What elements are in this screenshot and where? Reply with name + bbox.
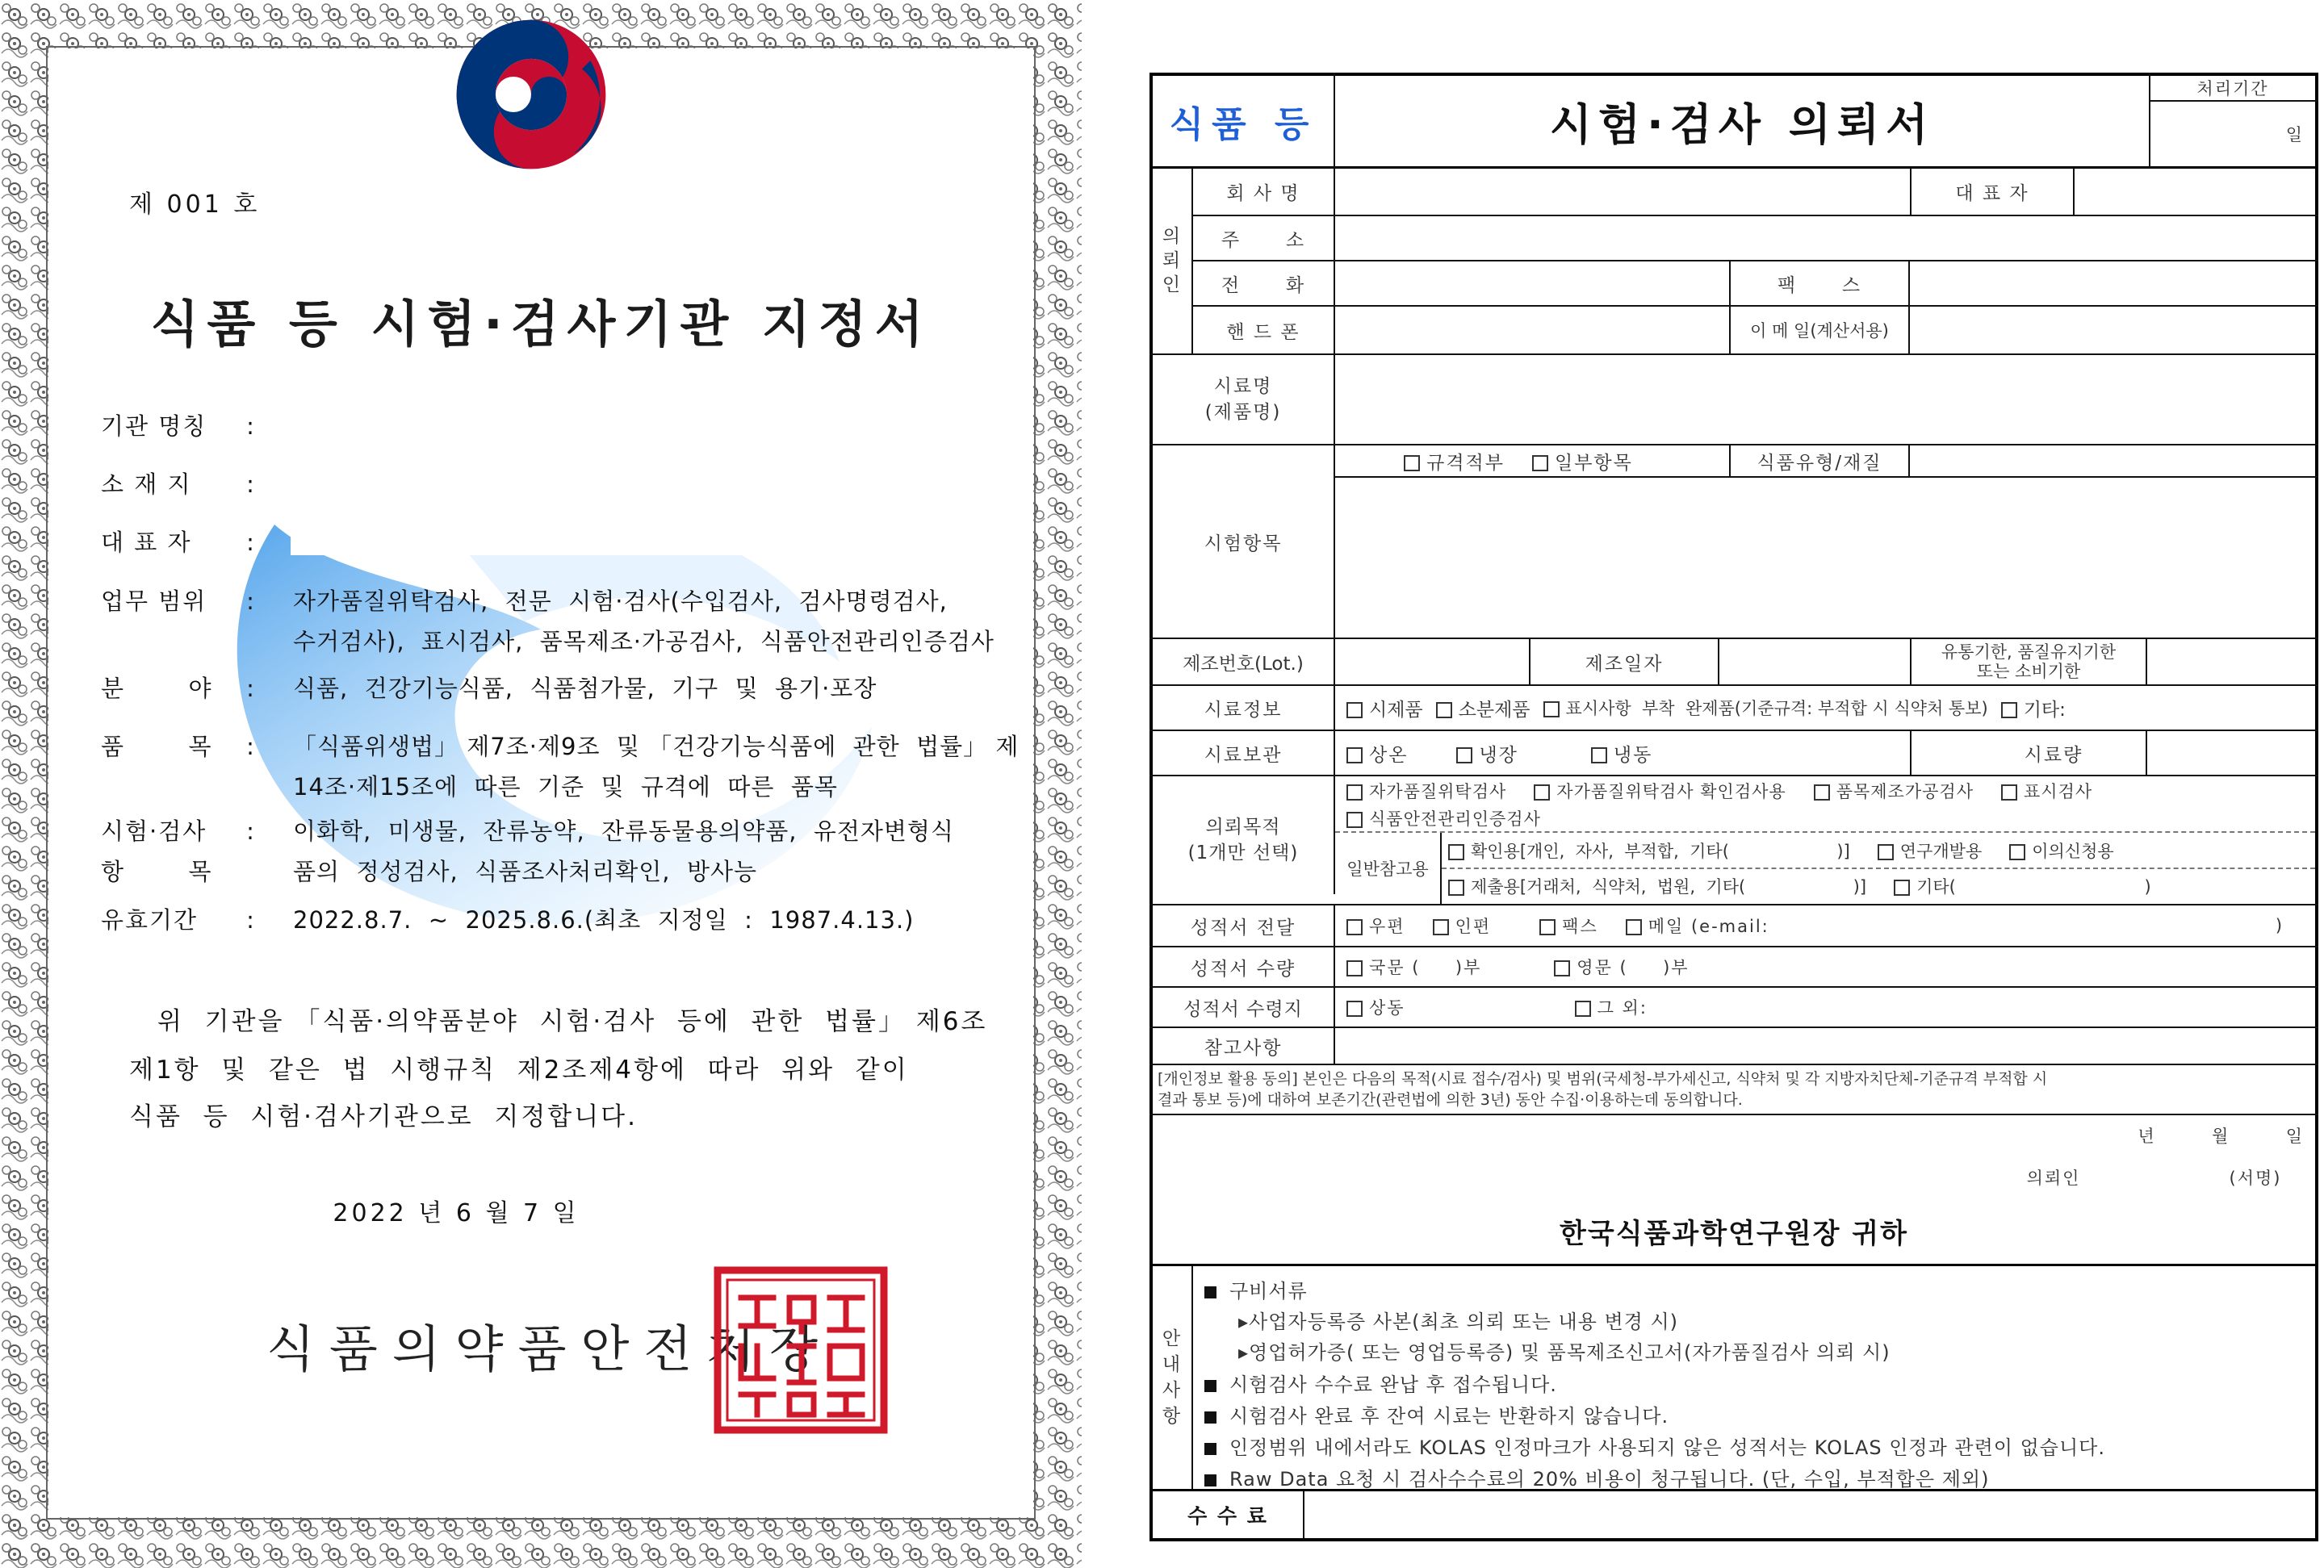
- address-label: 주 소: [1221, 229, 1306, 251]
- privacy-consent-text: [개인정보 활용 동의] 본인은 다음의 목적(시료 접수/검사) 및 범위(국세청-부가세신고, 식약처 및 각 지방자치단체-기준규격 부적합 시 결과 통보 등)에 대하여 보존기간(관련법에 의한 3년) 동안 수집·이용하는데 동의합니다.: [1158, 1070, 2048, 1109]
- certificate-number: 제 001 호: [129, 190, 261, 219]
- field-label: 유효기간: [101, 906, 199, 934]
- form-category: 식품 등: [1169, 104, 1317, 145]
- field-label: 소 재 지: [101, 470, 192, 498]
- guide-item: Raw Data 요청 시 검사수수료의 20% 비용이 청구됩니다. (단, 수입, 부적합은 제외): [1204, 1463, 1989, 1491]
- expiry-label: 유통기한, 품질유지기한 또는 소비기한: [1941, 642, 2117, 681]
- option-rnd-use[interactable]: 연구개발용: [1878, 838, 1982, 863]
- option-email[interactable]: 메일 (e-mail:: [1626, 914, 1769, 938]
- field-label: 품 목: [101, 733, 213, 760]
- test-request-form: [1149, 73, 2324, 1549]
- guide-item: 시험검사 완료 후 잔여 시료는 반환하지 않습니다.: [1204, 1400, 1669, 1428]
- general-ref-row2: [1448, 870, 2315, 902]
- guide-subitem: ▸사업자등록증 사본(최초 의뢰 또는 내용 변경 시): [1238, 1311, 1679, 1333]
- field-value: 이화학, 미생물, 잔류농약, 잔류동물용의약품, 유전자변형식 품의 정성검사, 식품조사처리확인, 방사능: [293, 817, 954, 885]
- company-field[interactable]: [1335, 168, 1910, 215]
- report-delivery-options: [1346, 905, 2267, 946]
- email-field[interactable]: [1910, 307, 2315, 353]
- field-label: 기관 명칭: [101, 412, 207, 440]
- option-objection-use[interactable]: 이의신청용: [2009, 838, 2113, 863]
- field-value: 2022.8.7. ~ 2025.8.6.(최초 지정일 : 1987.4.13.): [293, 906, 915, 934]
- test-items-field[interactable]: [1335, 478, 2315, 638]
- report-recipient-label: 성적서 수령지: [1183, 998, 1303, 1020]
- form-table: [1149, 73, 2318, 1541]
- declaration-line: 위 기관을 「식품·의약품분야 시험·검사 등에 관한 법률」 제6조: [157, 1007, 988, 1036]
- option-self-quality-test[interactable]: 자가품질위탁검사: [1346, 779, 1506, 803]
- guide-subitem: ▸영업허가증( 또는 영업등록증) 및 품목제조신고서(자가품질검사 의뢰 시): [1238, 1341, 1891, 1364]
- field-value: 식품, 건강기능식품, 식품첨가물, 기구 및 용기·포장: [293, 675, 877, 702]
- guide-group-label: 안 내 사 항: [1162, 1328, 1183, 1427]
- quantity-field[interactable]: [2147, 731, 2315, 775]
- email-close-paren: ): [2275, 916, 2284, 935]
- address-field[interactable]: [1335, 216, 2315, 260]
- redacted-area: [291, 386, 807, 555]
- form-title: 시험·검사 의뢰서: [1549, 98, 1935, 150]
- purpose-options-row1: [1346, 778, 2315, 804]
- lot-field[interactable]: [1335, 639, 1529, 684]
- food-type-field[interactable]: [1910, 445, 2315, 476]
- option-labeling-test[interactable]: 표시검사: [2001, 779, 2092, 803]
- option-korean-copies[interactable]: 국문 ( )부: [1346, 955, 1481, 979]
- certificate-date: 2022 년 6 월 7 일: [333, 1199, 580, 1227]
- mobile-field[interactable]: [1335, 307, 1729, 353]
- option-same-address[interactable]: 상동: [1346, 995, 1405, 1019]
- option-other[interactable]: 기타:: [2001, 695, 2066, 721]
- ceo-field[interactable]: [2075, 168, 2315, 215]
- certificate: [0, 0, 1082, 1568]
- guide-item: 시험검사 수수료 완납 후 접수됩니다.: [1204, 1369, 1557, 1397]
- purpose-label: 의뢰목적 (1개만 선택): [1187, 817, 1299, 863]
- sample-info-options: [1346, 686, 2315, 730]
- field-label: 대 표 자: [101, 529, 192, 556]
- email-label: 이 메 일(계산서용): [1750, 321, 1889, 341]
- field-label: 분 야: [101, 675, 213, 702]
- option-mail-post[interactable]: 우편: [1346, 914, 1405, 938]
- option-prototype[interactable]: 시제품: [1346, 695, 1423, 721]
- phone-label: 전 화: [1221, 274, 1306, 296]
- field-colon: :: [246, 733, 254, 760]
- option-other-address[interactable]: 그 외:: [1575, 995, 1648, 1019]
- report-delivery-label: 성적서 전달: [1190, 917, 1296, 939]
- report-copies-options: [1346, 947, 2315, 986]
- certificate-issuer: 식품의약품안전처장: [266, 1319, 833, 1378]
- processing-period-label: 처리기간: [2196, 79, 2269, 98]
- sample-name-field[interactable]: [1335, 355, 2315, 444]
- lot-label: 제조번호(Lot.): [1183, 653, 1304, 675]
- company-label: 회 사 명: [1226, 182, 1300, 204]
- test-item-options: [1335, 445, 1729, 476]
- field-colon: :: [246, 412, 254, 440]
- option-frozen[interactable]: 냉동: [1591, 740, 1652, 767]
- option-other-purpose[interactable]: 기타( ): [1894, 874, 2151, 898]
- field-colon: :: [246, 906, 254, 934]
- field-colon: :: [246, 817, 254, 845]
- declaration-line: 제1항 및 같은 법 시행규칙 제2조제4항에 따라 위와 같이: [129, 1056, 909, 1085]
- declaration-line: 식품 등 시험·검사기관으로 지정합니다.: [129, 1102, 638, 1131]
- option-fax[interactable]: 팩스: [1539, 914, 1598, 938]
- option-english-copies[interactable]: 영문 ( )부: [1554, 955, 1689, 979]
- option-in-person[interactable]: 인편: [1433, 914, 1492, 938]
- food-type-label: 식품유형/재질: [1757, 452, 1882, 474]
- remarks-field[interactable]: [1335, 1028, 2315, 1064]
- signature-label: (서명): [2229, 1169, 2282, 1188]
- sample-info-label: 시료정보: [1204, 699, 1283, 721]
- quantity-label: 시료량: [2024, 744, 2083, 766]
- requester-group-label: 의 뢰 인: [1162, 226, 1183, 295]
- phone-field[interactable]: [1335, 261, 1729, 305]
- request-date-line: 년 월 일: [2138, 1127, 2304, 1146]
- test-items-label: 시험항목: [1204, 533, 1283, 554]
- official-red-seal-icon: [713, 1265, 889, 1435]
- certificate-title: 식품 등 시험·검사기관 지정서: [150, 295, 932, 353]
- guide-item: 구비서류: [1204, 1275, 1308, 1303]
- mfg-date-label: 제조일자: [1585, 653, 1664, 675]
- fee-field[interactable]: [1304, 1491, 2315, 1538]
- guide-item: 인정범위 내에서라도 KOLAS 인정마크가 사용되지 않은 성적서는 KOLAS 인정과 관련이 없습니다.: [1204, 1432, 2105, 1460]
- ceo-label: 대 표 자: [1955, 182, 2029, 204]
- mfg-date-field[interactable]: [1719, 639, 1910, 684]
- korea-government-emblem-icon: [446, 10, 616, 179]
- report-copies-label: 성적서 수량: [1190, 958, 1296, 980]
- general-ref-row1: [1448, 834, 2315, 867]
- option-haccp-test[interactable]: 식품안전관리인증검사: [1346, 806, 1541, 830]
- option-refrigerated[interactable]: 냉장: [1456, 740, 1518, 767]
- option-submission-use[interactable]: 제출용[거래처, 식약처, 법원, 기타( )]: [1448, 874, 1866, 898]
- sample-name-label: 시료명 (제품명): [1204, 376, 1282, 423]
- processing-period-unit: 일: [2285, 125, 2304, 144]
- field-colon: :: [246, 470, 254, 498]
- option-product-manufacture-test[interactable]: 품목제조가공검사: [1814, 779, 1974, 803]
- fee-label: 수 수 료: [1187, 1504, 1268, 1528]
- option-confirmation-use[interactable]: 확인용[개인, 자사, 부적합, 기타( )]: [1448, 838, 1850, 863]
- mobile-label: 핸 드 폰: [1226, 321, 1300, 343]
- option-partial-items[interactable]: 일부항목: [1532, 448, 1633, 475]
- field-colon: :: [246, 675, 254, 702]
- storage-options: [1346, 731, 1903, 775]
- field-colon: :: [246, 529, 254, 556]
- option-full-compliance[interactable]: 규격적부: [1404, 448, 1505, 475]
- field-label: 업무 범위: [101, 587, 207, 615]
- addressee: 한국식품과학연구원장 귀하: [1560, 1217, 1908, 1250]
- fax-label: 팩 스: [1777, 274, 1862, 296]
- option-labeled-product[interactable]: 표시사항 부착 완제품(기준규격: 부적합 시 식약처 통보): [1543, 696, 1988, 720]
- requester-sign-label: 의뢰인: [2026, 1169, 2081, 1188]
- field-colon: :: [246, 587, 254, 615]
- field-label: 시험·검사 항 목: [101, 817, 213, 885]
- purpose-options-row2: [1346, 805, 2315, 831]
- fax-field[interactable]: [1910, 261, 2315, 305]
- option-subdivided[interactable]: 소분제품: [1436, 695, 1530, 721]
- option-room-temp[interactable]: 상온: [1346, 740, 1408, 767]
- field-value: 자가품질위탁검사, 전문 시험·검사(수입검사, 검사명령검사, 수거검사), 표시검사, 품목제조·가공검사, 식품안전관리인증검사: [293, 587, 995, 655]
- report-recipient-options: [1346, 988, 2315, 1027]
- remarks-label: 참고사항: [1204, 1037, 1283, 1059]
- expiry-field[interactable]: [2147, 639, 2315, 684]
- storage-label: 시료보관: [1204, 744, 1283, 766]
- general-ref-label: 일반참고용: [1346, 859, 1429, 879]
- option-self-quality-confirm[interactable]: 자가품질위탁검사 확인검사용: [1534, 779, 1786, 803]
- field-value: 「식품위생법」 제7조·제9조 및 「건강기능식품에 관한 법률」 제 14조·제15조에 따른 기준 및 규격에 따른 품목: [293, 733, 1020, 801]
